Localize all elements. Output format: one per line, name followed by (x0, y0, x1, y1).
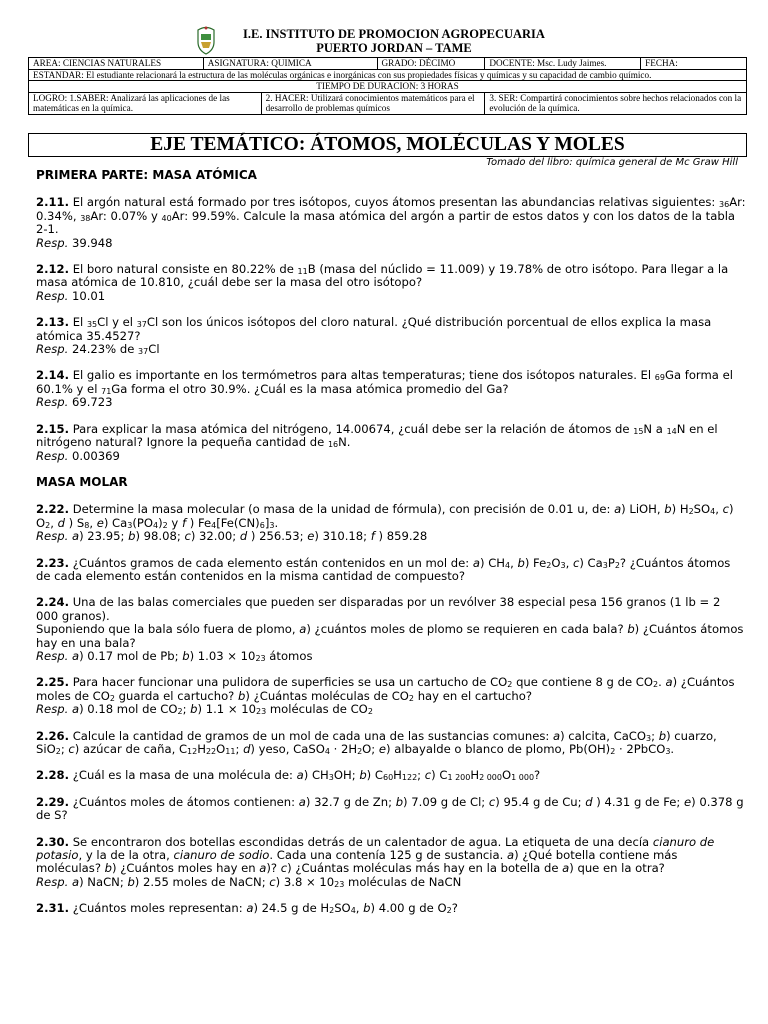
fecha-cell: FECHA: (641, 58, 747, 70)
problem-number: 2.24. (36, 595, 70, 610)
grado-cell: GRADO: DÉCIMO (377, 58, 485, 70)
problem-number: 2.14. (36, 368, 70, 383)
resp-label: Resp. (36, 342, 69, 357)
source-note: Tomado del libro: química general de Mc Graw Hill (486, 157, 738, 168)
problem-item (36, 596, 746, 663)
problem-number: 2.30. (36, 834, 70, 849)
problem-statement: 2.23. ¿Cuántos gramos de cada elemento están contenidos en un mol de: a) $CH_4$, b) $Fe_2O_3$, c) $Ca_3P_2$? ¿Cuántos átomos de cada elemento están contenidos en la misma cantidad de compuesto? (36, 555, 731, 583)
resp-label: Resp. (36, 448, 69, 463)
problem-number: 2.25. (36, 675, 70, 690)
problem-item (36, 263, 746, 303)
area-cell: AREA: CIENCIAS NATURALES (29, 58, 204, 70)
problem-answer: Resp. 69.723 (36, 395, 113, 410)
problem-answer: Resp. a) 23.95; b) 98.08; c) 32.00; d ) 256.53; e) 310.18; f ) 859.28 (36, 529, 428, 544)
problem-number: 2.12. (36, 262, 70, 277)
resp-label: Resp. (36, 235, 69, 250)
docente-cell: DOCENTE: Msc. Ludy Jaimes. (485, 58, 641, 70)
problem-answer: Resp. 24.23% de $_{37}$Cl (36, 342, 160, 357)
logro-saber-cell: LOGRO: 1.SABER: Analizará las aplicaciones de las matemáticas en la química. (29, 92, 262, 114)
problem-statement: 2.31. ¿Cuántos moles representan: a) 24.5 g de $H_2SO_4$, b) 4.00 g de $O_2$? (36, 901, 458, 916)
resp-label: Resp. (36, 702, 69, 717)
resp-label: Resp. (36, 395, 69, 410)
problem-answer: Resp. a) NaCN; b) 2.55 moles de NaCN; c) $3.8 \times 10_{23}$ moléculas de NaCN (36, 874, 462, 889)
resp-label: Resp. (36, 288, 69, 303)
institution-name: I.E. INSTITUTO DE PROMOCION AGROPECUARIA (243, 27, 545, 41)
problem-statement: 2.29. ¿Cuántos moles de átomos contienen: a) 32.7 g de Zn; b) 7.09 g de Cl; c) 95.4 g de Cu; d ) 4.31 g de Fe; e) 0.378 g de S? (36, 794, 744, 823)
problem-item (36, 316, 746, 356)
problem-item (36, 196, 746, 250)
problem-statement: 2.11. El argón natural está formado por tres isótopos, cuyos átomos presentan las abundancias relativas siguientes: $_{36}$Ar: 0.34%, $_{38}$Ar: 0.07% y $_{40}$Ar: 99.59%. Calcule la masa atómica del argón a partir de estos datos y con los datos de la tabla 2-1. (36, 195, 746, 237)
info-table (28, 57, 747, 115)
problem-item (36, 676, 746, 716)
problem-number: 2.26. (36, 728, 70, 743)
problem-answer: Resp. 0.00369 (36, 448, 120, 463)
problem-number: 2.31. (36, 901, 70, 916)
problem-number: 2.28. (36, 768, 70, 783)
section-heading: MASA MOLAR (36, 474, 128, 489)
problem-statement: 2.24. Una de las balas comerciales que pueden ser disparadas por un revólver 38 especial pesa 156 granos (1 lb = 2 000 granos). Suponiendo que la bala sólo fuera de plomo, a) ¿cuántos moles de plomo se requieren en cada bala? b) ¿Cuántos átomos hay en una bala? (36, 595, 744, 650)
problem-statement: 2.25. Para hacer funcionar una pulidora de superficies se usa un cartucho de $CO_2$ que contiene 8 g de $CO_2$. a) ¿Cuántos moles de $CO_2$ guarda el cartucho? b) ¿Cuántas moléculas de $CO_2$ hay en el cartucho? (36, 675, 735, 703)
logro-hacer-cell: 2. HACER: Utilizará conocimientos matemáticos para el desarrollo de problemas químicos (261, 92, 485, 114)
institution-location: PUERTO JORDAN – TAME (316, 41, 472, 55)
problem-statement: 2.15. Para explicar la masa atómica del nitrógeno, 14.00674, ¿cuál debe ser la relación de átomos de $_{15}$N a $_{14}$N en el nitrógeno natural? Ignore la pequeña cantidad de $_{16}$N. (36, 421, 718, 450)
problem-number: 2.29. (36, 794, 70, 809)
section-heading: PRIMERA PARTE: MASA ATÓMICA (36, 168, 257, 182)
asignatura-cell: ASIGNATURA: QUIMICA (203, 58, 377, 70)
problem-statement: 2.12. El boro natural consiste en 80.22% de $_{11}$B (masa del núclido = 11.009) y 19.78% de otro isótopo. Para llegar a la masa atómica de 10.810, ¿cuál debe ser la masa del otro isótopo? (36, 262, 729, 290)
problem-answer: Resp. a) 0.17 mol de Pb; b) $1.03 \times 10_{23}$ átomos (36, 648, 313, 663)
tiempo-cell: TIEMPO DE DURACION: 3 HORAS (29, 81, 747, 93)
problem-statement: 2.26. Calcule la cantidad de gramos de un mol de cada una de las sustancias comunes: a) calcita, CaCO$_3$; b) cuarzo, SiO$_2$; c) azúcar de caña, $C_{12}H_{22}O_{11}$; d) yeso, CaSO$_4$ · $2H_2O$; e) albayalde o blanco de plomo, $Pb(OH)_2$ · 2PbCO$_3$. (36, 728, 717, 756)
problem-item (36, 503, 746, 543)
resp-label: Resp. (36, 874, 69, 889)
problem-item (36, 796, 746, 823)
problem-answer: Resp. a) 0.18 mol de $CO_2$; b) $1.1 \times 10_{23}$ moléculas de $CO_2$ (36, 702, 373, 717)
problem-item (36, 423, 746, 463)
problem-item (36, 836, 746, 890)
page-title: EJE TEMÁTICO: ÁTOMOS, MOLÉCULAS Y MOLES (28, 133, 747, 157)
problem-item (36, 730, 746, 757)
problem-number: 2.11. (36, 195, 70, 210)
problem-number: 2.13. (36, 315, 70, 330)
problem-number: 2.22. (36, 502, 70, 517)
problem-statement: 2.14. El galio es importante en los termómetros para altas temperaturas; tiene dos isótopos naturales. El $_{69}$Ga forma el 60.1% y el $_{71}$Ga forma el otro 30.9%. ¿Cuál es la masa atómica promedio del Ga? (36, 368, 733, 396)
logro-ser-cell: 3. SER: Compartirá conocimientos sobre hechos relacionados con la evolución de la química. (485, 92, 747, 114)
problem-statement: 2.22. Determine la masa molecular (o masa de la unidad de fórmula), con precisión de 0.01 u, de: a) LiOH, b) $H_2SO_4$, c) $O_2$, d ) $S_8$, e) $Ca_3(PO_4)_2$ y f ) $Fe_4[Fe(CN)_6]_3$. (36, 502, 734, 530)
problem-statement: 2.13. El $_{35}$Cl y el $_{37}$Cl son los únicos isótopos del cloro natural. ¿Qué distribución porcentual de ellos explica la masa atómica 35.4527? (36, 315, 712, 343)
estandar-cell: ESTANDAR: El estudiante relacionará la estructura de las moléculas orgánicas e inorgánicas con sus propiedades físicas y químicas y su capacidad de cambio químico. (29, 69, 747, 81)
problem-item (36, 369, 746, 409)
problem-number: 2.15. (36, 421, 70, 436)
resp-label: Resp. (36, 529, 69, 544)
problem-item (36, 557, 746, 584)
problem-item (36, 769, 746, 782)
problem-number: 2.23. (36, 555, 70, 570)
problem-item (36, 902, 746, 915)
problem-statement: 2.28. ¿Cuál es la masa de una molécula de: a) $CH_3OH$; b) $C_{60}H_{122}$; c) $C_{1 200}H_{2 000}O_{1 000}$? (36, 768, 541, 783)
problem-statement: 2.30. Se encontraron dos botellas escondidas detrás de un calentador de agua. La etiqueta de una decía cianuro de potasio, y la de la otra, cianuro de sodio. Cada una contenía 125 g de sustancia. a) ¿Qué botella contiene más moléculas? b) ¿Cuántos moles hay en a)? c) ¿Cuántas moléculas más hay en la botella de a) que en la otra? (36, 834, 715, 876)
problem-list (36, 169, 746, 929)
problem-answer: Resp. 39.948 (36, 235, 113, 250)
problem-answer: Resp. 10.01 (36, 288, 106, 303)
resp-label: Resp. (36, 648, 69, 663)
